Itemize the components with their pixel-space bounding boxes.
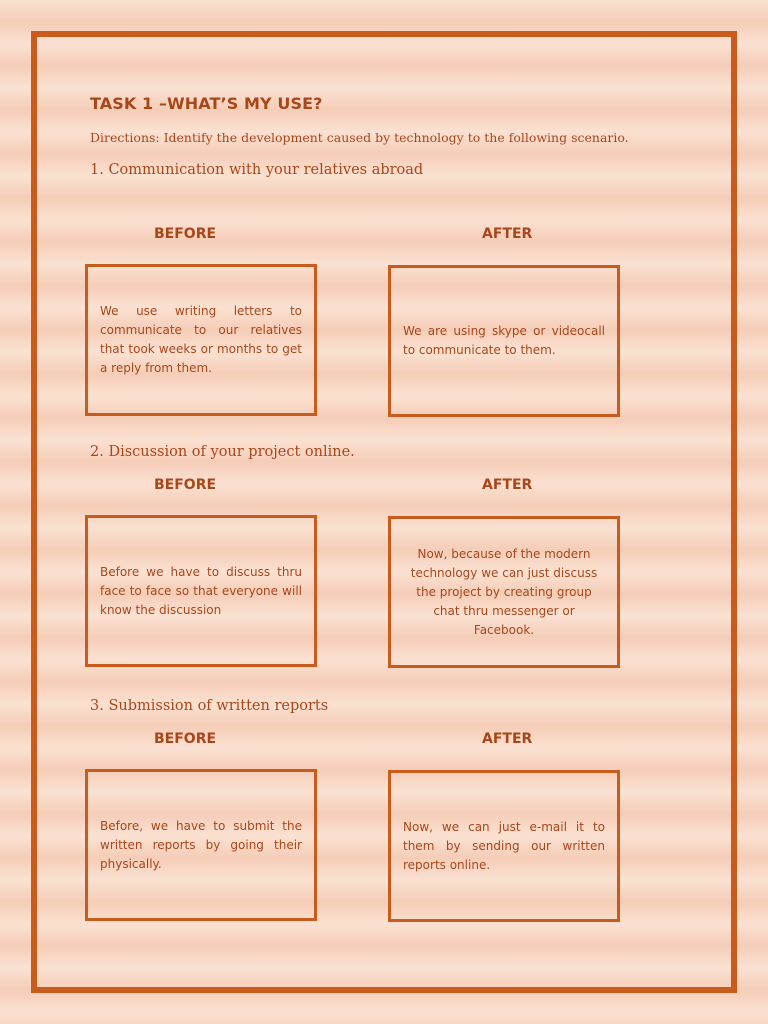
scenario-3-before-label: BEFORE [154, 731, 217, 747]
scenario-1-before-label: BEFORE [154, 226, 217, 242]
scenario-2-after-box [388, 516, 620, 668]
scenario-1-after-box [388, 265, 620, 417]
scenario-1-after-label: AFTER [482, 226, 533, 242]
scenario-3-before-box [85, 769, 317, 921]
scenario-3-heading: 3. Submission of written reports [90, 698, 329, 714]
scenario-2-after-text: Now, because of the modern technology we can just discuss the project by creating group chat thru messenger or Facebook. [410, 546, 598, 637]
scenario-3-before-text: Before, we have to submit the written reports by going their physically. [100, 818, 302, 871]
directions-text: Directions: Identify the development caused by technology to the following scenario. [90, 130, 629, 145]
scenario-1-after-text: We are using skype or videocall to communicate to them. [403, 324, 605, 357]
task-title: TASK 1 –WHAT’S MY USE? [90, 94, 323, 113]
scenario-3-after-box [388, 770, 620, 922]
scenario-3-after-label: AFTER [482, 731, 533, 747]
scenario-1-before-text: We use writing letters to communicate to our relatives that took weeks or months to get a reply from them. [100, 304, 302, 375]
scenario-3-after-text: Now, we can just e-mail it to them by sending our written reports online. [403, 819, 605, 872]
scenario-1-heading: 1. Communication with your relatives abroad [90, 162, 424, 178]
scenario-2-heading: 2. Discussion of your project online. [90, 444, 355, 460]
scenario-1-before-box [85, 264, 317, 416]
scenario-2-after-label: AFTER [482, 477, 533, 493]
scenario-2-before-box [85, 515, 317, 667]
scenario-2-before-text: Before we have to discuss thru face to face so that everyone will know the discussion [100, 564, 302, 617]
scenario-2-before-label: BEFORE [154, 477, 217, 493]
